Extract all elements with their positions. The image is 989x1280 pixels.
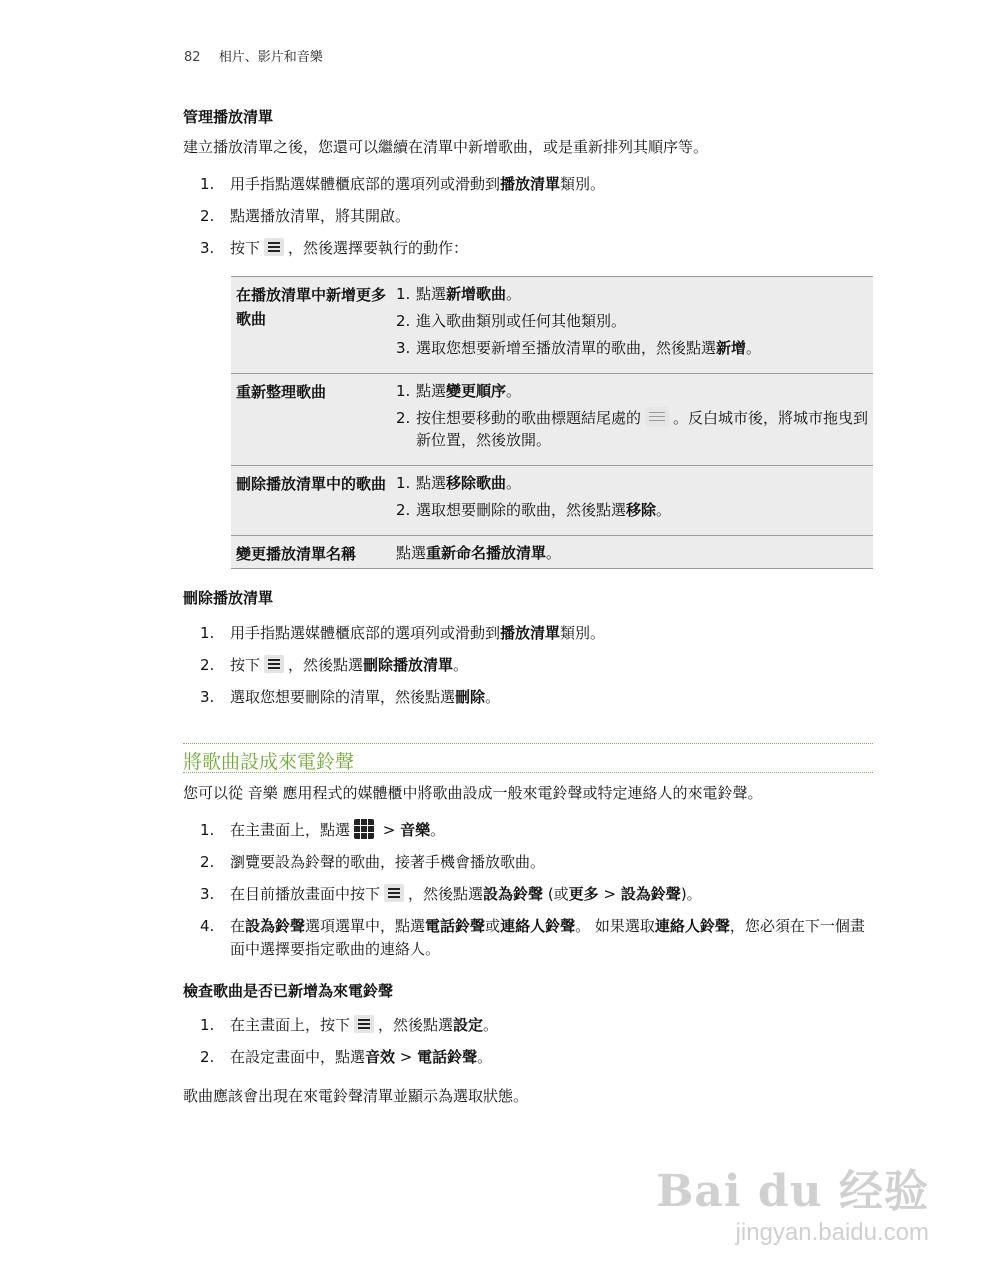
baidu-watermark [656, 1155, 929, 1247]
section-divider-top [183, 743, 873, 744]
list-item: 2. 按住想要移動的歌曲標題結尾處的 。反白城市後，將城市拖曳到新位置，然後放開。 [396, 409, 869, 449]
ringtone-section-title: 將歌曲設成來電鈴聲 [183, 751, 355, 773]
list-item: 3. 在目前播放畫面中按下 ，然後點選設為鈴聲 (或更多 > 設為鈴聲)。 [200, 885, 702, 903]
chapter-title: 相片、影片和音樂 [218, 50, 323, 65]
list-item: 2. 按下 ，然後點選刪除播放清單。 [200, 656, 469, 674]
watermark-logo: Bai du 经验 [656, 1166, 929, 1217]
list-item: 1. 在主畫面上，按下 ，然後點選設定。 [200, 1016, 499, 1034]
table-row [231, 374, 873, 466]
menu-icon [264, 655, 284, 673]
row-label: 在播放清單中新增更多歌曲 [231, 277, 392, 374]
table-row [231, 277, 873, 374]
row-label: 變更播放清單名稱 [231, 536, 392, 569]
row-content [392, 277, 873, 374]
list-item: 3. 按下 ，然後選擇要執行的動作： [200, 239, 469, 257]
menu-icon [264, 238, 284, 256]
delete-steps [200, 622, 870, 718]
table-row [231, 466, 873, 536]
check-steps [200, 1014, 870, 1078]
row-label: 刪除播放清單中的歌曲 [231, 466, 392, 536]
ringtone-steps [200, 819, 870, 970]
list-item: 1. 用手指點選媒體櫃底部的選項列或滑動到播放清單類別。 [200, 624, 606, 642]
list-item: 1. 點選移除歌曲。 [396, 474, 522, 492]
delete-playlist-heading: 刪除播放清單 [183, 589, 274, 607]
menu-icon [384, 884, 404, 902]
manage-playlist-heading: 管理播放清單 [183, 108, 274, 126]
list-item: 1. 在主畫面上，點選 > 音樂。 [200, 821, 446, 839]
all-apps-icon [354, 819, 374, 839]
manage-intro: 建立播放清單之後，您還可以繼續在清單中新增歌曲，或是重新排列其順序等。 [183, 138, 709, 156]
list-item: 1. 用手指點選媒體櫃底部的選項列或滑動到播放清單類別。 [200, 175, 606, 193]
row-content: 點選重新命名播放清單。 [392, 536, 873, 569]
row-label: 重新整理歌曲 [231, 374, 392, 466]
section-divider-bottom [183, 772, 873, 773]
list-item: 2. 進入歌曲類別或任何其他類別。 [396, 312, 627, 330]
page-header [184, 46, 323, 65]
manage-steps [200, 173, 870, 269]
check-ringtone-heading: 檢查歌曲是否已新增為來電鈴聲 [183, 982, 394, 1000]
list-item: 2. 點選播放清單，將其開啟。 [200, 207, 411, 225]
row-content [392, 374, 873, 466]
list-item: 3. 選取您想要刪除的清單，然後點選刪除。 [200, 688, 501, 706]
list-item: 2. 在設定畫面中，點選音效 > 電話鈴聲。 [200, 1048, 493, 1066]
page-number: 82 [184, 50, 201, 65]
row-content [392, 466, 873, 536]
check-outro: 歌曲應該會出現在來電鈴聲清單並顯示為選取狀態。 [183, 1087, 529, 1105]
list-item: 2. 瀏覽要設為鈴聲的歌曲，接著手機會播放歌曲。 [200, 853, 546, 871]
watermark-url: jingyan.baidu.com [735, 1219, 929, 1246]
drag-handle-icon [645, 407, 669, 427]
list-item: 4. 在設為鈴聲選項選單中，點選電話鈴聲或連絡人鈴聲。 如果選取連絡人鈴聲，您必須在下一個畫面中選擇要指定歌曲的連絡人。 [200, 917, 865, 958]
list-item: 1. 點選變更順序。 [396, 382, 522, 400]
ringtone-intro: 您可以從 音樂 應用程式的媒體櫃中將歌曲設成一般來電鈴聲或特定連絡人的來電鈴聲。 [183, 784, 763, 802]
playlist-actions-table [231, 276, 873, 569]
menu-icon [354, 1015, 374, 1033]
list-item: 1. 點選新增歌曲。 [396, 285, 522, 303]
list-item: 3. 選取您想要新增至播放清單的歌曲，然後點選新增。 [396, 339, 762, 357]
table-row [231, 536, 873, 569]
list-item: 2. 選取想要刪除的歌曲，然後點選移除。 [396, 501, 672, 519]
